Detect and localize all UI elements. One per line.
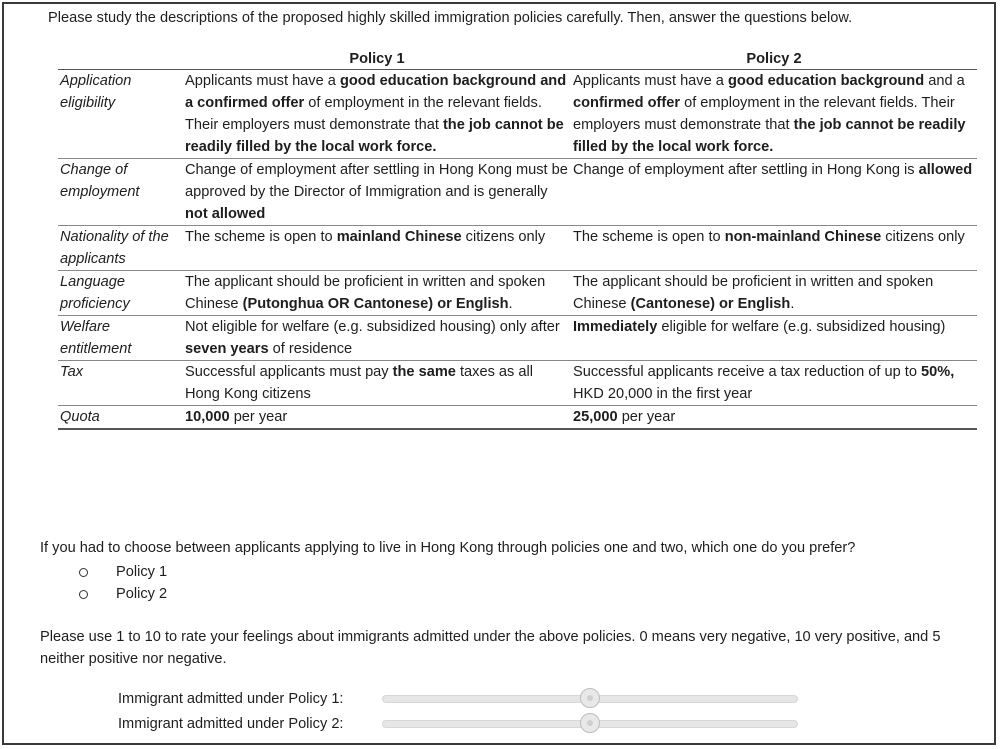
policy-1-cell [183,406,571,430]
table-row-quota [58,406,977,430]
cell-text: eligible for welfare (e.g. subsidized housing) [657,319,946,335]
cell-text: non-mainland Chinese [724,229,882,245]
instruction-text: Please study the descriptions of the proposed highly skilled immigration policies carefully. Then, answer the questions below. [48,10,853,26]
row-label: Language proficiency [58,271,183,316]
row-label: Nationality of the applicants [58,226,183,271]
cell-text: Successful applicants receive a tax reduction of up to [573,364,922,380]
cell-text: (Putonghua OR Cantonese) or English [242,296,509,312]
cell-text: (Cantonese) or English [630,296,791,312]
policy-2-cell [571,316,977,361]
cell-text: HKD 20,000 in the first year [573,386,753,402]
row-label: Welfare entitlement [58,316,183,361]
table-row-welfare-entitlement [58,316,977,361]
slider-thumb[interactable] [580,688,600,708]
rating-slider-policy-2[interactable] [382,720,798,728]
slider-row-policy-2 [118,716,798,732]
slider-label: Immigrant admitted under Policy 1: [118,691,344,707]
cell-text: taxes as all Hong Kong citizens [185,364,533,402]
policy-1-cell [183,159,571,226]
cell-text: of employment in the relevant fields. Their employers must demonstrate that [185,95,542,133]
policy-2-cell [571,406,977,430]
slider-thumb[interactable] [580,713,600,733]
header-policy-1: Policy 1 [183,49,571,70]
cell-text: citizens only [881,229,965,245]
table-row-tax [58,361,977,406]
cell-text: per year [229,409,288,425]
cell-text: Immediately [573,319,658,335]
option-label: Policy 1 [116,564,168,580]
cell-text: the same [392,364,456,380]
table-row-application-eligibility [58,70,977,159]
table-row-nationality-of-the-applicants [58,226,977,271]
cell-text: Change of employment after settling in Hong Kong is [573,162,919,178]
cell-text: of residence [268,341,353,357]
cell-text: The scheme is open to [573,229,725,245]
option-policy-1[interactable] [78,561,167,583]
cell-text: 25,000 [573,409,618,425]
cell-text: 10,000 [185,409,230,425]
rating-question: Please use 1 to 10 to rate your feelings about immigrants admitted under the above policies. 0 means very negative, 10 very positive, and 5 neither positive nor negative. [40,629,941,667]
cell-text: The applicant should be proficient in written and spoken Chinese [185,274,546,312]
policy-1-cell [183,226,571,271]
table-row-change-of-employment [58,159,977,226]
row-label: Application eligibility [58,70,183,159]
cell-text: Successful applicants must pay [185,364,393,380]
policy-2-cell [571,226,977,271]
table-row-language-proficiency [58,271,977,316]
cell-text: good education background and a confirmed offer [185,73,567,111]
cell-text: good education background [727,73,925,89]
cell-text: . [790,296,795,312]
cell-text: Applicants must have a [573,73,728,89]
row-label: Quota [58,406,183,430]
header-policy-2: Policy 2 [571,49,977,70]
option-label: Policy 2 [116,586,168,602]
policy-1-cell [183,361,571,406]
survey-frame [2,2,996,745]
row-label: Tax [58,361,183,406]
cell-text: Change of employment after settling in Hong Kong must be approved by the Director of Immigration and is generally [185,162,568,200]
cell-text: seven years [185,341,269,357]
cell-text: citizens only [461,229,546,245]
option-policy-2[interactable] [78,583,167,605]
radio-policy-2[interactable] [79,590,88,599]
choice-options [78,561,167,605]
slider-label: Immigrant admitted under Policy 2: [118,716,344,732]
policy-2-cell [571,159,977,226]
policy-comparison-table [58,49,977,430]
cell-text: allowed [918,162,973,178]
table-header-row [58,49,977,70]
cell-text: not allowed [185,206,266,222]
choice-question: If you had to choose between applicants applying to live in Hong Kong through policies one and two, which one do you prefer? [40,540,856,556]
cell-text: 50%, [921,364,955,380]
rating-slider-policy-1[interactable] [382,695,798,703]
header-empty [58,49,183,70]
cell-text: the job cannot be readily filled by the local work force. [185,117,564,155]
policy-2-cell [571,271,977,316]
policy-1-cell [183,316,571,361]
policy-1-cell [183,70,571,159]
cell-text: per year [617,409,676,425]
policy-2-cell [571,70,977,159]
cell-text: The applicant should be proficient in written and spoken Chinese [573,274,934,312]
row-label: Change of employment [58,159,183,226]
cell-text: the job cannot be readily filled by the local work force. [573,117,966,155]
policy-2-cell [571,361,977,406]
cell-text: Applicants must have a [185,73,340,89]
slider-row-policy-1 [118,691,798,707]
cell-text: of employment in the relevant fields. Their employers must demonstrate that [573,95,955,133]
cell-text: . [508,296,513,312]
cell-text: confirmed offer [573,95,681,111]
radio-policy-1[interactable] [79,568,88,577]
cell-text: The scheme is open to [185,229,337,245]
cell-text: and a [924,73,965,89]
policy-1-cell [183,271,571,316]
cell-text: Not eligible for welfare (e.g. subsidized housing) only after [185,319,560,335]
cell-text: mainland Chinese [336,229,462,245]
